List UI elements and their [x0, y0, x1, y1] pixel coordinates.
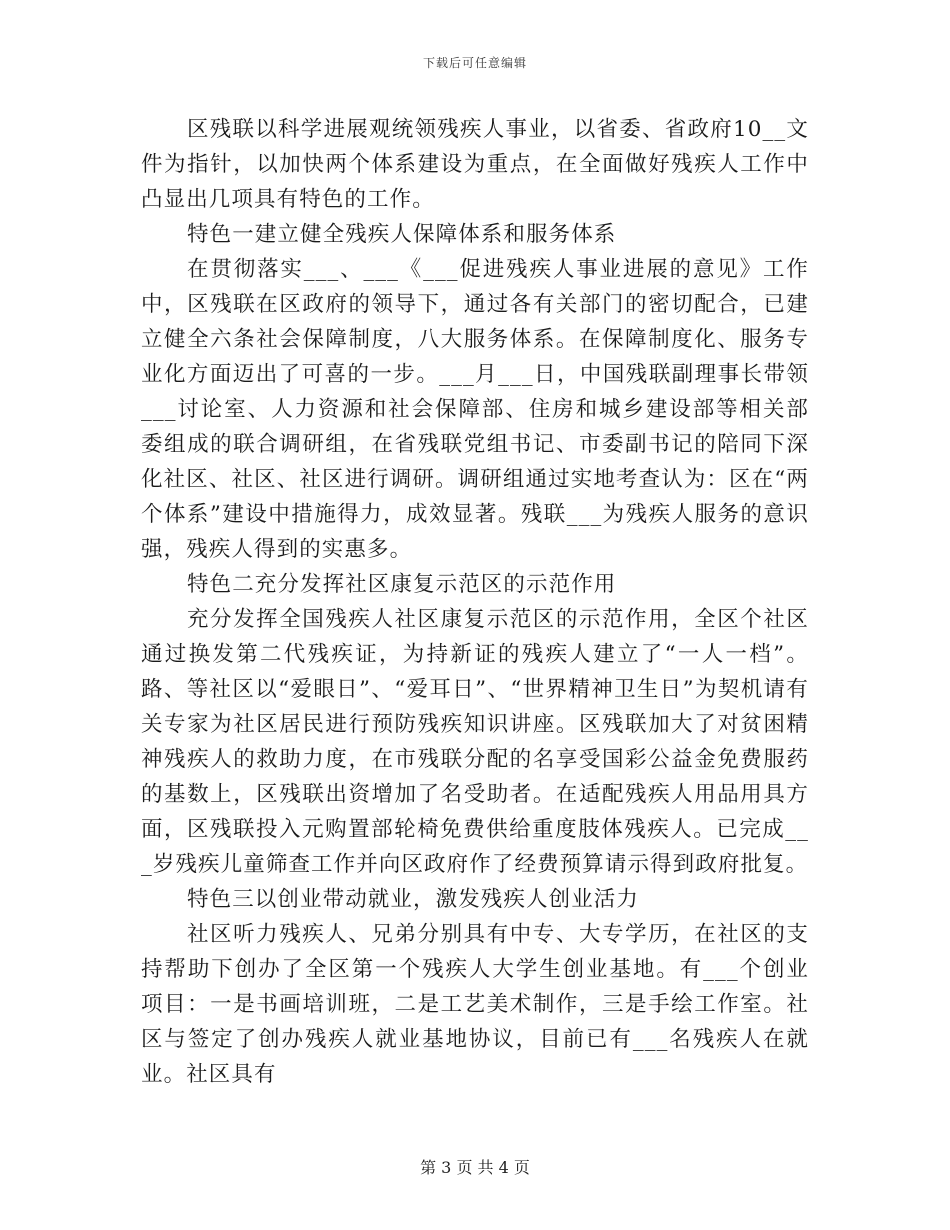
feature-3-paragraph: 社区听力残疾人、兄弟分别具有中专、大专学历，在社区的支持帮助下创办了全区第一个残疾人大学生创业基地。有___个创业项目：一是书画培训班，二是工艺美术制作，三是手绘工作室。社区与签定了创办残疾人就业基地协议，目前已有___名残疾人在就业。社区具有 — [141, 922, 809, 1087]
page-number: 第 3 页 共 4 页 — [420, 1158, 530, 1177]
document-body — [141, 112, 809, 1092]
feature-2-paragraph: 充分发挥全国残疾人社区康复示范区的示范作用，全区个社区通过换发第二代残疾证，为持新证的残疾人建立了“一人一档”。路、等社区以“爱眼日”、“爱耳日”、“世界精神卫生日”为契机请有关专家为社区居民进行预防残疾知识讲座。区残联加大了对贫困精神残疾人的救助力度，在市残联分配的名享受国彩公益金免费服药的基数上，区残联出资增加了名受助者。在适配残疾人用品用具方面，区残联投入元购置部轮椅免费供给重度肢体残疾人。已完成___岁残疾儿童筛查工作并向区政府作了经费预算请示得到政府批复。 — [141, 607, 809, 877]
feature-2-heading: 特色二充分发挥社区康复示范区的示范作用 — [187, 572, 617, 597]
feature-1-paragraph: 在贯彻落实___、___《___促进残疾人事业进展的意见》工作中，区残联在区政府的领导下，通过各有关部门的密切配合，已建立健全六条社会保障制度，八大服务体系。在保障制度化、服务专业化方面迈出了可喜的一步。___月___日，中国残联副理事长带领___讨论室、人力资源和社会保障部、住房和城乡建设部等相关部委组成的联合调研组，在省残联党组书记、市委副书记的陪同下深化社区、社区、社区进行调研。调研组通过实地考查认为：区在“两个体系”建设中措施得力，成效显著。残联___为残疾人服务的意识强，残疾人得到的实惠多。 — [141, 257, 809, 562]
intro-paragraph: 区残联以科学进展观统领残疾人事业，以省委、省政府10__文件为指针，以加快两个体系建设为重点，在全面做好残疾人工作中凸显出几项具有特色的工作。 — [141, 117, 809, 212]
feature-3-heading: 特色三以创业带动就业，激发残疾人创业活力 — [187, 887, 640, 912]
page-header: 下载后可任意编辑 — [422, 56, 527, 70]
feature-1-heading: 特色一建立健全残疾人保障体系和服务体系 — [187, 222, 617, 247]
